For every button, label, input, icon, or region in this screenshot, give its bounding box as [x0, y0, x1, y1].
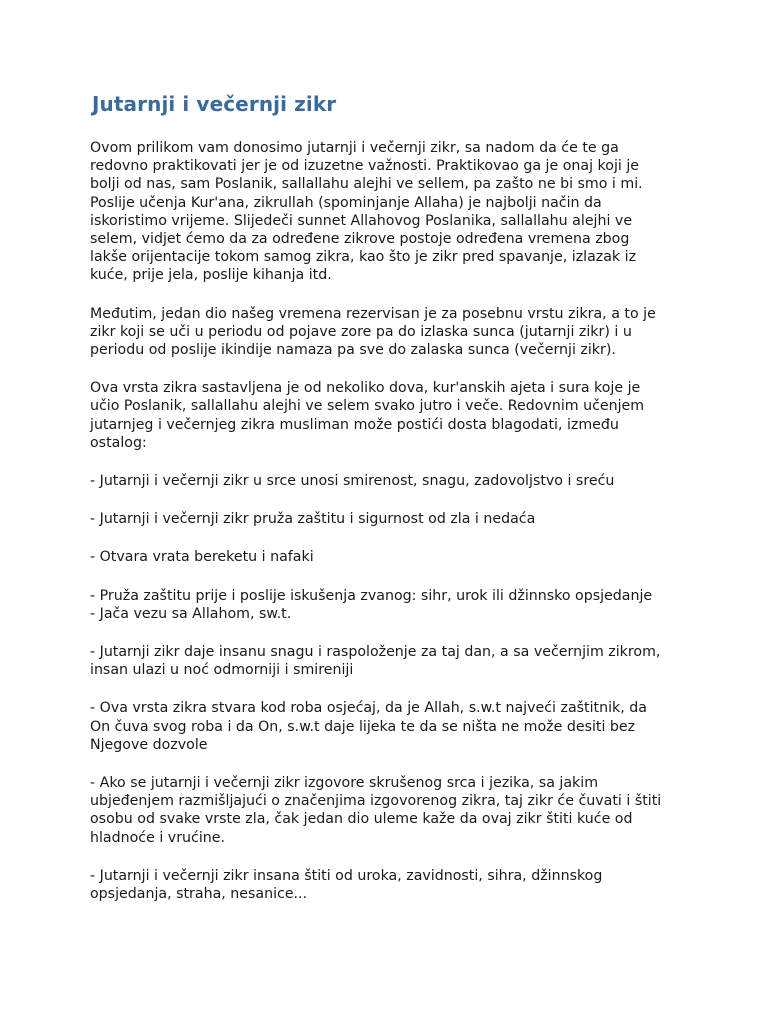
text-line: Ovom prilikom vam donosimo jutarnji i večernji zikr, sa nadom da će te ga [90, 140, 619, 156]
text-line: iskoristimo vrijeme. Slijedeči sunnet Allahovog Poslanika, sallallahu alejhi ve [90, 212, 633, 229]
paragraph-1 [90, 139, 690, 285]
paragraph-9 [90, 699, 690, 754]
paragraph-4 [90, 472, 690, 490]
text-line: jutarnjeg i večernjeg zikra musliman može postići dosta blagodati, između [90, 416, 619, 433]
text-line: - Jutarnji i večernji zikr u srce unosi smirenost, snagu, zadovoljstvo i sreću [90, 473, 615, 490]
text-line: - Pruža zaštitu prije i poslije iskušenja zvanog: sihr, urok ili džinnsko opsjedanje [90, 587, 653, 604]
text-line: opsjedanja, straha, nesanice... [90, 886, 308, 903]
document-title: Jutarnji i večernji zikr [92, 92, 337, 116]
paragraph-5 [90, 510, 690, 528]
paragraph-2 [90, 305, 690, 360]
text-line: učio Poslanik, sallallahu alejhi ve selem svako jutro i veče. Redovnim učenjem [90, 398, 645, 415]
text-line: On čuva svog roba i da On, s.w.t daje lijeka te da se ništa ne može desiti bez [90, 718, 636, 735]
text-line: - Jutarnji i večernji zikr pruža zaštitu i sigurnost od zla i nedaća [90, 511, 536, 528]
paragraph-6 [90, 548, 690, 566]
text-line: - Otvara vrata bereketu i nafaki [90, 549, 314, 566]
paragraph-8 [90, 643, 690, 679]
text-line: Ova vrsta zikra sastavljena je od nekoliko dova, kur'anskih ajeta i sura koje je [90, 380, 641, 397]
text-line: ostalog: [90, 434, 147, 451]
text-line: - Ako se jutarnji i večernji zikr izgovore skrušenog srca i jezika, sa jakim [90, 775, 599, 792]
text-line: - Jača vezu sa Allahom, sw.t. [90, 605, 292, 622]
text-line: redovno praktikovati jer je od izuzetne važnosti. Praktikovao ga je onaj koji je [90, 158, 640, 175]
text-line: lakše orijentacije tokom samog zikra, kao što je zikr pred spavanje, izlazak iz [90, 249, 637, 266]
text-line: hladnoće i vrućine. [90, 829, 225, 846]
text-line: zikr koji se uči u periodu od pojave zore pa do izlaska sunca (jutarnji zikr) i u [90, 323, 632, 340]
paragraph-7 [90, 587, 690, 623]
paragraph-11 [90, 867, 690, 903]
paragraph-10 [90, 774, 690, 847]
text-line: Njegove dozvole [90, 736, 208, 753]
text-line: osobu od svake vrste zla, čak jedan dio uleme kaže da ovaj zikr štiti kuće od [90, 811, 633, 828]
text-line: ubjeđenjem razmišljajući o značenjima izgovorenog zikra, taj zikr će čuvati i štiti [90, 793, 662, 810]
text-line: - Jutarnji zikr daje insanu snagu i raspoloženje za taj dan, a sa večernjim zikrom, [90, 644, 661, 661]
text-line: selem, vidjet ćemo da za određene zikrove postoje određena vremena zbog [90, 231, 630, 248]
paragraph-3 [90, 379, 690, 452]
text-line: kuće, prije jela, poslije kihanja itd. [90, 267, 332, 284]
text-line: insan ulazi u noć odmorniji i smireniji [90, 662, 354, 679]
document-body [90, 139, 690, 923]
text-line: - Jutarnji i večernji zikr insana štiti od uroka, zavidnosti, sihra, džinnskog [90, 867, 603, 884]
text-line: - Ova vrsta zikra stvara kod roba osjećaj, da je Allah, s.w.t najveći zaštitnik, da [90, 700, 647, 717]
text-line: periodu od poslije ikindije namaza pa sve do zalaska sunca (večernji zikr). [90, 342, 616, 359]
text-line: bolji od nas, sam Poslanik, sallallahu alejhi ve sellem, pa zašto ne bi smo i mi. [90, 176, 643, 193]
text-line: Poslije učenja Kur'ana, zikrullah (spominjanje Allaha) je najbolji način da [90, 194, 602, 211]
text-line: Međutim, jedan dio našeg vremena rezervisan je za posebnu vrstu zikra, a to je [90, 305, 656, 322]
